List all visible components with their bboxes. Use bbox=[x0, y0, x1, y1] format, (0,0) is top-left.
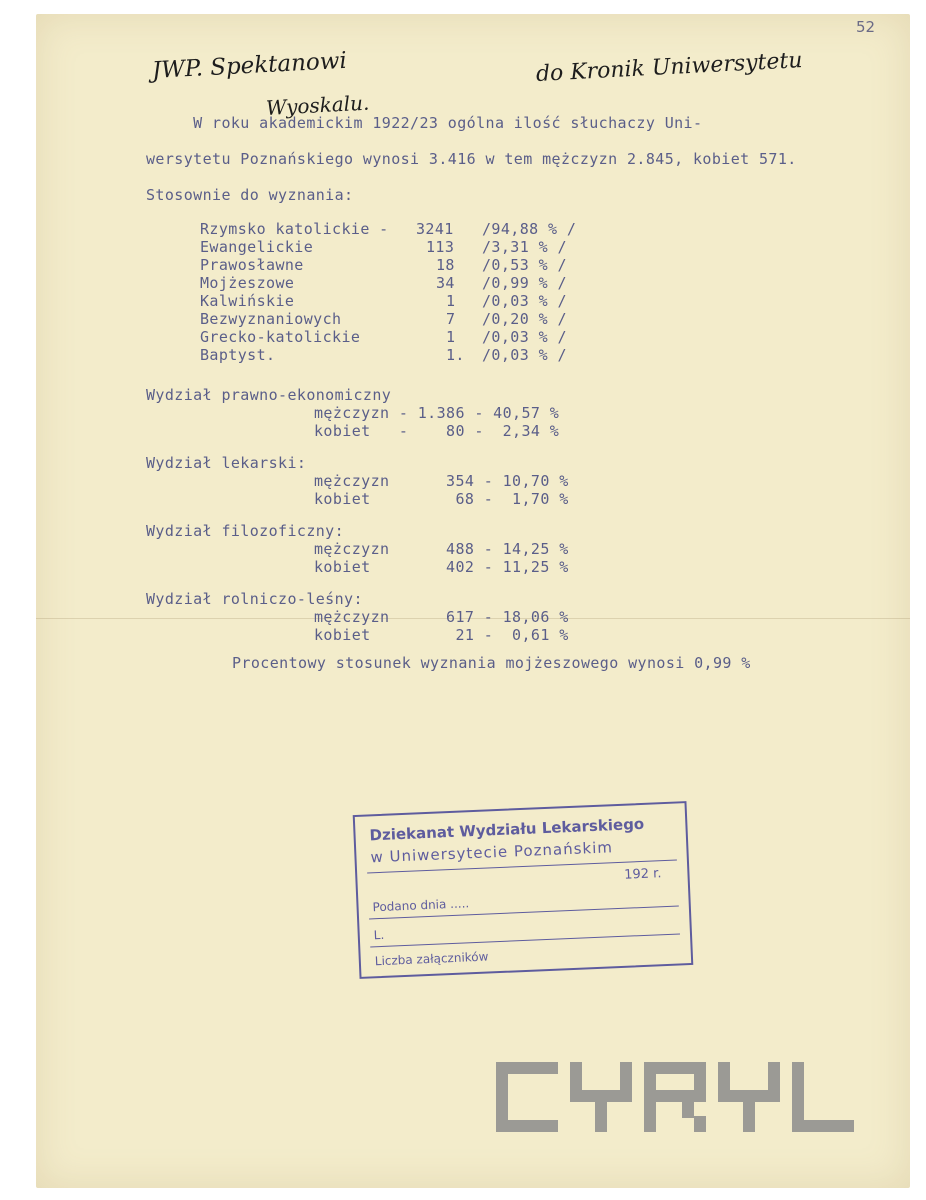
watermark-letter-y bbox=[570, 1062, 632, 1132]
religion-count: 1. bbox=[446, 346, 465, 364]
religion-count: 18 bbox=[436, 256, 455, 274]
watermark-letter-r bbox=[644, 1062, 706, 1132]
faculty-title: Wydział prawno-ekonomiczny bbox=[146, 386, 392, 404]
religion-percent: /0,03 % / bbox=[482, 292, 567, 310]
religion-name: Mojżeszowe bbox=[200, 274, 295, 292]
faculty-women: kobiet 68 - 1,70 % bbox=[314, 490, 569, 508]
intro-line-1: W roku akademickim 1922/23 ogólna ilość słuchaczy Uni- bbox=[146, 114, 703, 132]
religion-count: 7 bbox=[446, 310, 456, 328]
faculty-men: mężczyzn 488 - 14,25 % bbox=[314, 540, 569, 558]
stamp-line-date: Podano dnia ..... bbox=[372, 896, 470, 915]
page-number: 52 bbox=[856, 18, 876, 36]
watermark-letter-y2 bbox=[718, 1062, 780, 1132]
religion-percent: /0,20 % / bbox=[482, 310, 567, 328]
religion-percent: /0,99 % / bbox=[482, 274, 567, 292]
religion-percent: /0,03 % / bbox=[482, 346, 567, 364]
religion-percent: /94,88 % / bbox=[482, 220, 577, 238]
stamp-line-number: L. bbox=[373, 927, 385, 943]
faculty-title: Wydział filozoficzny: bbox=[146, 522, 345, 540]
intro-line-2: wersytetu Poznańskiego wynosi 3.416 w tem mężczyzn 2.845, kobiet 571. bbox=[146, 150, 797, 168]
cyryl-watermark-logo bbox=[496, 1062, 856, 1132]
stamp-line-attachments: Liczba załączników bbox=[374, 949, 489, 969]
religion-name: Grecko-katolickie bbox=[200, 328, 361, 346]
watermark-letter-c bbox=[496, 1062, 558, 1132]
religion-name: Prawosławne bbox=[200, 256, 304, 274]
faculty-men: mężczyzn - 1.386 - 40,57 % bbox=[314, 404, 560, 422]
religion-name: Bezwyznaniowych bbox=[200, 310, 342, 328]
closing-line: Procentowy stosunek wyznania mojżeszowego wynosi 0,99 % bbox=[232, 654, 751, 672]
document-page bbox=[36, 14, 910, 1188]
religion-count: 113 bbox=[426, 238, 455, 256]
faculty-women: kobiet 21 - 0,61 % bbox=[314, 626, 569, 644]
stamp-line-office: Dziekanat Wydziału Lekarskiego bbox=[369, 814, 645, 845]
faculty-title: Wydział lekarski: bbox=[146, 454, 307, 472]
religion-heading: Stosownie do wyznania: bbox=[146, 186, 354, 204]
stamp-line-university: w Uniwersytecie Poznańskim bbox=[370, 838, 614, 867]
religion-percent: /0,53 % / bbox=[482, 256, 567, 274]
handwritten-note-left-line2: Wyoskalu. bbox=[265, 90, 370, 120]
watermark-letter-l bbox=[792, 1062, 854, 1132]
faculty-women: kobiet - 80 - 2,34 % bbox=[314, 422, 560, 440]
faculty-women: kobiet 402 - 11,25 % bbox=[314, 558, 569, 576]
religion-name: Baptyst. bbox=[200, 346, 276, 364]
faculty-men: mężczyzn 354 - 10,70 % bbox=[314, 472, 569, 490]
religion-name: Ewangelickie bbox=[200, 238, 314, 256]
religion-name: Kalwińskie bbox=[200, 292, 295, 310]
religion-name: Rzymsko katolickie - bbox=[200, 220, 389, 238]
religion-count: 34 bbox=[436, 274, 455, 292]
religion-count: 3241 bbox=[416, 220, 454, 238]
religion-percent: /0,03 % / bbox=[482, 328, 567, 346]
religion-count: 1 bbox=[446, 328, 456, 346]
faculty-men: mężczyzn 617 - 18,06 % bbox=[314, 608, 569, 626]
faculty-title: Wydział rolniczo-leśny: bbox=[146, 590, 363, 608]
stamp-line-year: 192 r. bbox=[623, 866, 662, 883]
religion-percent: /3,31 % / bbox=[482, 238, 567, 256]
handwritten-note-left-line1: JWP. Spektanowi bbox=[151, 47, 348, 84]
handwritten-note-right: do Kronik Uniwersytetu bbox=[535, 48, 804, 87]
dean-office-stamp bbox=[353, 801, 694, 979]
religion-count: 1 bbox=[446, 292, 456, 310]
